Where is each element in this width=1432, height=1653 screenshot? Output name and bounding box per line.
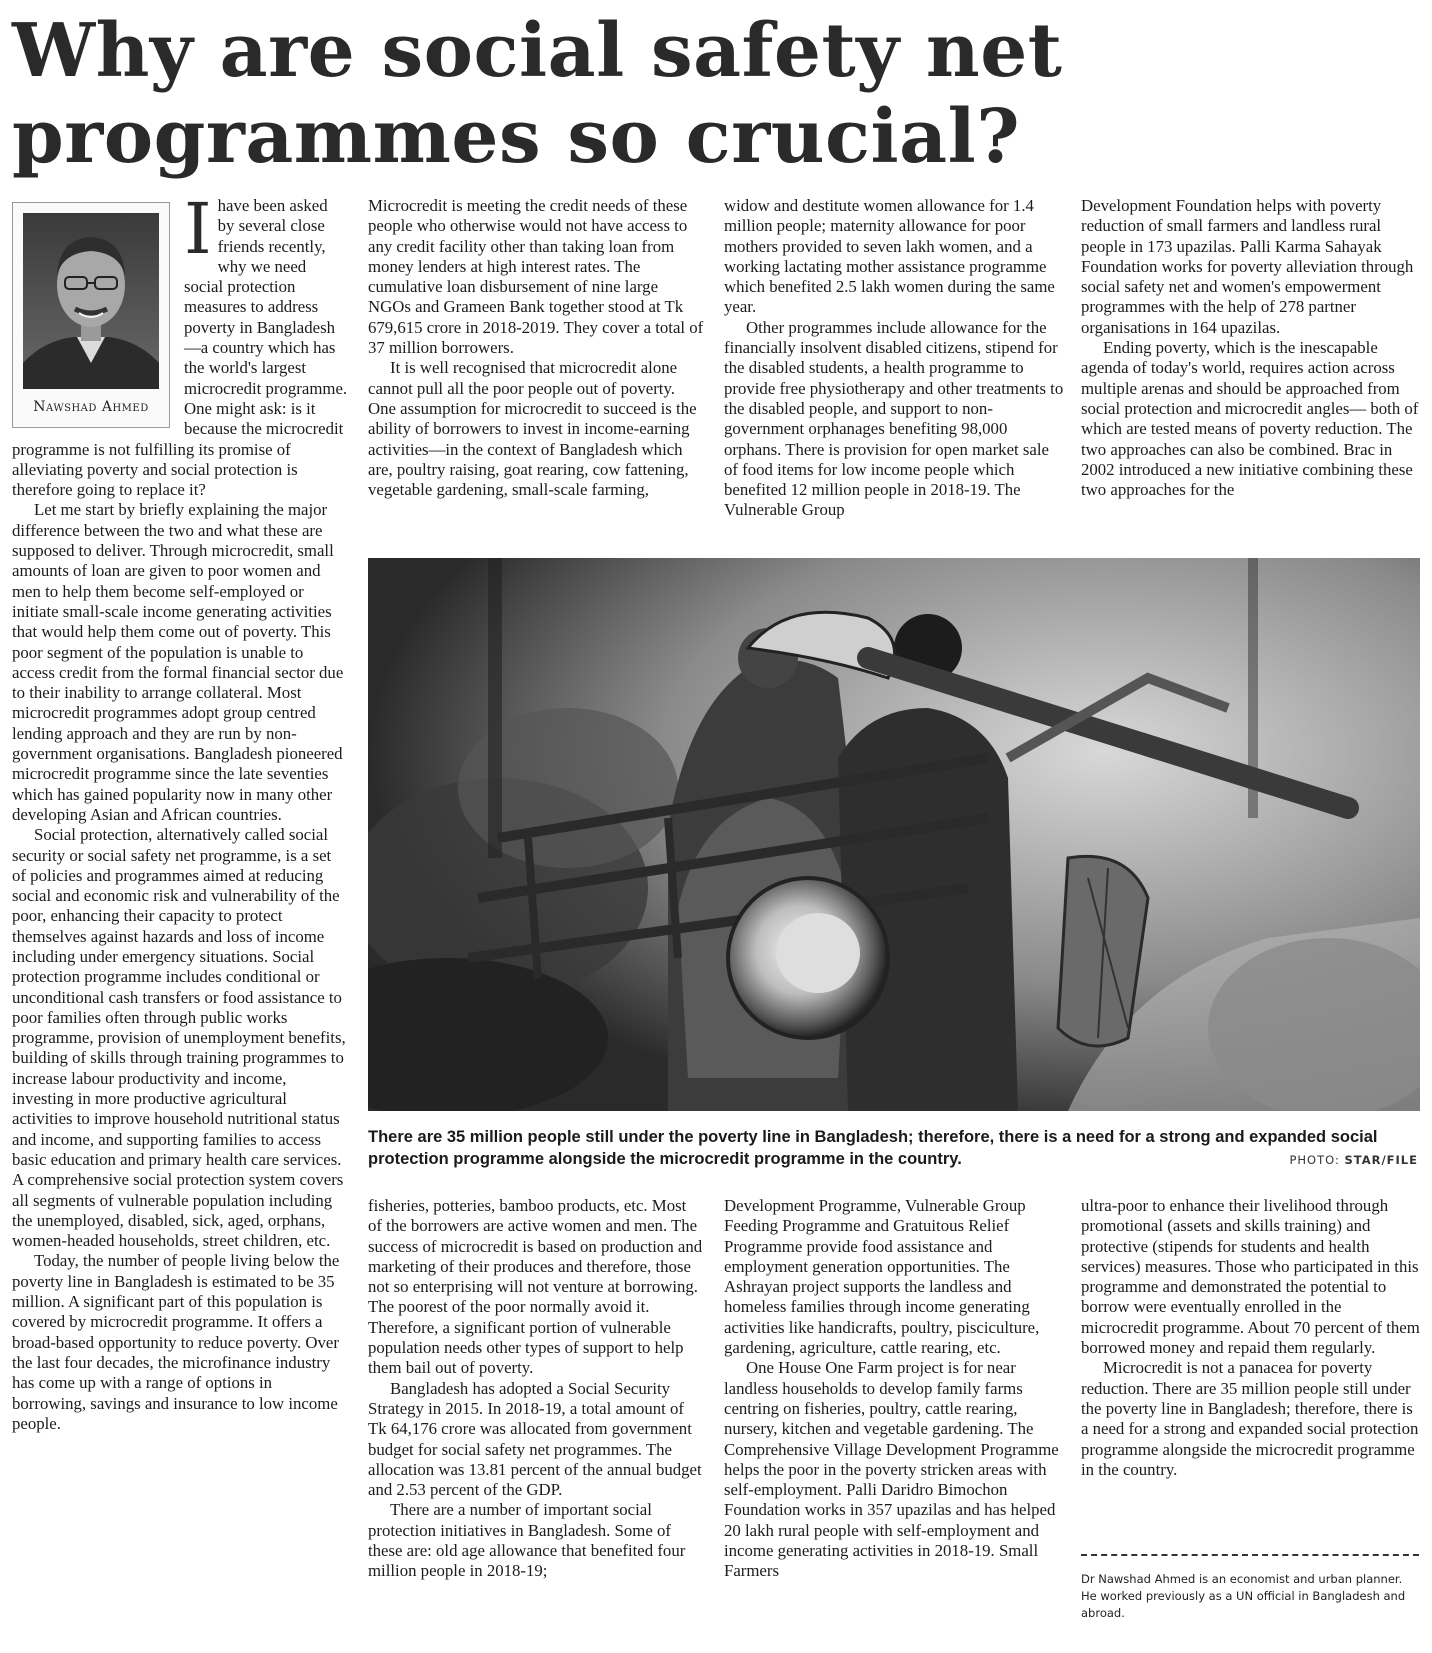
column-4-top: [1081, 196, 1421, 546]
paragraph: Development Foundation helps with poverty reduction of small farmers and landless rural people in 173 upazilas. Palli Karma Sahayak Foundation works for poverty alleviation through social safety net and women's empowerment programmes with the help of 278 partner organisations in 164 upazilas.: [1081, 196, 1414, 337]
author-portrait-icon: [23, 213, 159, 389]
column-3-top: [724, 196, 1064, 546]
paragraph: Social protection, alternatively called social security or social safety net programme, is a set of policies and programmes aimed at reducing social and economic risk and vulnerability of the poor, enhancing their capacity to protect themselves against hazards and loss of income including under emergency situations. Social protection programme includes conditional or unconditional cash transfers or food assistance to poor families often through public works programme, provision of unemployment benefits, building of skills through training programmes to increase labour productivity and income, investing in more productive agricultural activities to improve household nutritional status and income, and supporting families to access basic education and primary health care services. A comprehensive social protection system covers all segments of vulnerable population including the unemployed, disabled, sick, aged, orphans, women-headed households, street children, etc.: [12, 825, 346, 1251]
paragraph: widow and destitute women allowance for 1.4 million people; maternity allowance for poor mothers provided to seven lakh women, and a working lactating mother assistance programme which benefited 2.5 lakh women during the same year.: [724, 196, 1055, 317]
drop-cap: I: [184, 196, 212, 270]
photo-caption: There are 35 million people still under the poverty line in Bangladesh; therefore, there is a need for a strong and expanded social protection programme alongside the microcredit programme in the country.: [368, 1128, 1378, 1168]
paragraph: One House One Farm project is for near landless households to develop family farms centring on fisheries, poultry, cattle rearing, nursery, kitchen and vegetable gardening. The Comprehensive Village Development Programme helps the poor in the poverty stricken areas with self-employment. Palli Daridro Bimochon Foundation works in 357 upazilas and has helped 20 lakh rural people with self-employment and income generating activities in 2018-19. Small Farmers: [724, 1358, 1059, 1581]
paragraph: It is well recognised that microcredit alone cannot pull all the poor people out of poverty. One assumption for microcredit to succeed is the ability of borrowers to invest in income-earning activities—in the context of Bangladesh which are, poultry raising, goat rearing, cow fattening, vegetable gardening, small-scale farming,: [368, 358, 697, 500]
headline: Why are social safety net programmes so crucial?: [12, 8, 1063, 180]
paragraph: Ending poverty, which is the inescapable agenda of today's world, requires action across multiple arenas and should be approached from social protection and microcredit angles— both of which are tested means of poverty reduction. The two approaches can also be combined. Brac in 2002 introduced a new initiative combining these two approaches for the: [1081, 338, 1419, 500]
paragraph: Microcredit is meeting the credit needs of these people who otherwise would not have access to any credit facility other than taking loan from money lenders at high interest rates. The cumulative loan disbursement of nine large NGOs and Grameen Bank together stood at Tk 679,615 crore in 2018-2019. They cover a total of 37 million borrowers.: [368, 196, 704, 358]
column-2-top: [368, 196, 704, 546]
column-2-bottom: [368, 1196, 704, 1626]
people-carrying-utensils-photo-icon: [368, 558, 1420, 1111]
paragraph: Bangladesh has adopted a Social Security Strategy in 2015. In 2018-19, a total amount of Tk 64,176 crore was allocated from government budget for social safety net programmes. The allocation was 13.81 percent of the annual budget and 2.53 percent of the GDP.: [368, 1378, 702, 1500]
paragraph: have been asked by several close friends recently, why we need social protection measures to address poverty in Bangladesh—a country which has the world's largest microcredit programme. One might ask: is it because the microcredit programme is not fulfilling its promise of alleviating poverty and social protection is therefore going to replace it?: [12, 196, 348, 500]
author-bio: Dr Nawshad Ahmed is an economist and urban planner. He worked previously as a UN official in Bangladesh and abroad.: [1081, 1572, 1406, 1620]
paragraph: There are a number of important social protection initiatives in Bangladesh. Some of these are: old age allowance that benefited four million people in 2018-19;: [368, 1500, 686, 1581]
author-name: Nawshad Ahmed: [33, 399, 149, 415]
paragraph: Microcredit is not a panacea for poverty reduction. There are 35 million people still under the poverty line in Bangladesh; therefore, there is a need for a strong and expanded social protection programme alongside the microcredit programme in the country.: [1081, 1358, 1419, 1479]
paragraph: Other programmes include allowance for the financially insolvent disabled citizens, stipend for the disabled students, a health programme to provide free physiotherapy and other treatments to the disabled people, and support to non-government orphanages benefiting 98,000 orphans. There is provision for open market sale of food items for low income people which benefited 12 million people in 2018-19. The Vulnerable Group: [724, 317, 1064, 520]
paragraph: Today, the number of people living below the poverty line in Bangladesh is estimated to be 35 million. A significant part of this population is covered by microcredit programme. It offers a broad-based opportunity to reduce poverty. Over the last four decades, the microfinance industry has come up with a range of options in borrowing, savings and insurance to low income people.: [12, 1251, 340, 1433]
paragraph: Let me start by briefly explaining the major difference between the two and what these are supposed to deliver. Through microcredit, small amounts of loan are given to poor women and men to help them become self-employed or initiate small-scale income generating activities that would help them come out of poverty. This poor segment of the population is unable to access credit from the formal financial sector due to their inability to arrange collateral. Most microcredit programmes adopt group centred lending approach and they are run by non-government organisations. Bangladesh pioneered microcredit programme since the late seventies which has gained popularity now in many other developing Asian and African countries.: [12, 500, 344, 824]
paragraph: fisheries, potteries, bamboo products, etc. Most of the borrowers are active women and men. The success of microcredit is based on production and marketing of their produces and therefore, those not so enterprising will not venture at borrowing. The poorest of the poor normally avoid it. Therefore, a significant portion of vulnerable population needs other types of support to help them bail out of poverty.: [368, 1196, 703, 1378]
photo-credit: [1289, 1153, 1418, 1167]
column-1: [12, 196, 348, 1626]
photo-credit-source: STAR/FILE: [1344, 1153, 1418, 1167]
column-4-bottom: [1081, 1196, 1421, 1566]
column-3-bottom: [724, 1196, 1064, 1626]
author-box: [12, 202, 170, 428]
photo-credit-label: PHOTO:: [1289, 1153, 1340, 1167]
paragraph: ultra-poor to enhance their livelihood through promotional (assets and skills training) and protective (stipends for students and health services) measures. Those who participated in this programme and demonstrated the potential to borrow were eventually enrolled in the microcredit programme. About 70 percent of them borrowed money and repaid them regularly.: [1081, 1196, 1420, 1358]
paragraph: Development Programme, Vulnerable Group Feeding Programme and Gratuitous Relief Programme provide food assistance and employment generation opportunities. The Ashrayan project supports the landless and homeless families through income generating activities like handicrafts, poultry, pisciculture, gardening, agriculture, cattle rearing, etc.: [724, 1196, 1040, 1358]
divider: [1081, 1554, 1419, 1556]
